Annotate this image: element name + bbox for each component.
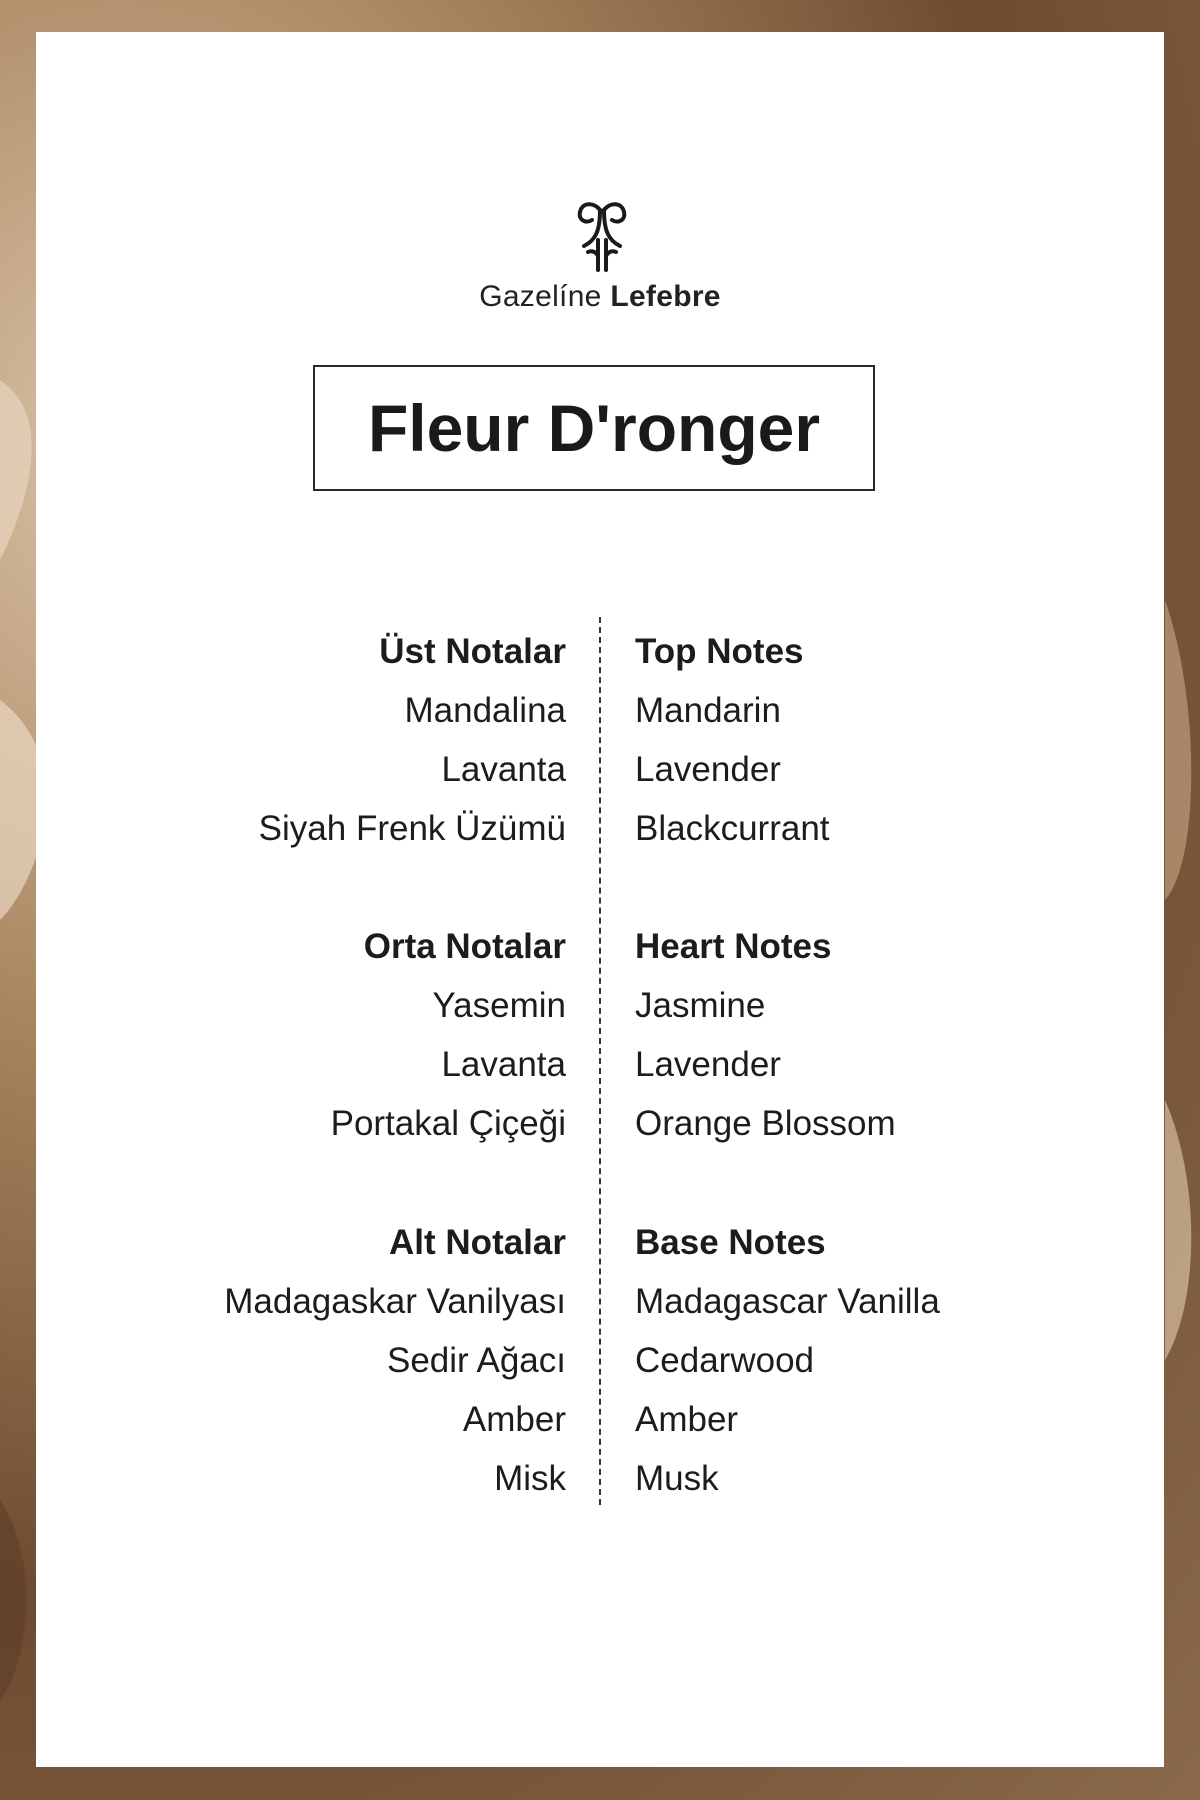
note-item: Mandarin xyxy=(635,691,781,730)
note-item: Cedarwood xyxy=(635,1341,814,1380)
section-heading: Heart Notes xyxy=(635,927,832,966)
section-heading: Orta Notalar xyxy=(363,927,566,966)
section-heading: Alt Notalar xyxy=(389,1223,566,1262)
brand-name xyxy=(0,280,1200,314)
product-title: Fleur D'ronger xyxy=(367,391,821,465)
note-item: Siyah Frenk Üzümü xyxy=(258,809,566,848)
note-item: Amber xyxy=(635,1400,739,1439)
section-heading: Base Notes xyxy=(635,1223,826,1262)
note-item: Lavanta xyxy=(441,750,566,789)
brand-name-last: Lefebre xyxy=(610,280,721,313)
note-item: Orange Blossom xyxy=(635,1104,896,1143)
note-item: Amber xyxy=(462,1400,566,1439)
note-item: Yasemin xyxy=(432,986,566,1025)
brand-logo-icon xyxy=(564,200,640,272)
product-title-box xyxy=(313,365,875,491)
note-item: Mandalina xyxy=(404,691,566,730)
note-item: Jasmine xyxy=(635,986,766,1025)
note-item: Musk xyxy=(635,1459,719,1498)
note-item: Misk xyxy=(494,1459,566,1498)
note-item: Lavender xyxy=(635,1045,781,1084)
note-item: Lavanta xyxy=(441,1045,566,1084)
column-divider xyxy=(599,617,601,1505)
note-item: Portakal Çiçeği xyxy=(330,1104,566,1143)
note-item: Sedir Ağacı xyxy=(387,1341,566,1380)
note-item: Madagaskar Vanilyası xyxy=(224,1282,566,1321)
note-item: Blackcurrant xyxy=(635,809,830,848)
brand-name-first: Gazelíne xyxy=(479,280,602,313)
section-heading: Üst Notalar xyxy=(379,632,566,671)
note-item: Madagascar Vanilla xyxy=(635,1282,940,1321)
section-heading: Top Notes xyxy=(635,632,804,671)
note-item: Lavender xyxy=(635,750,781,789)
